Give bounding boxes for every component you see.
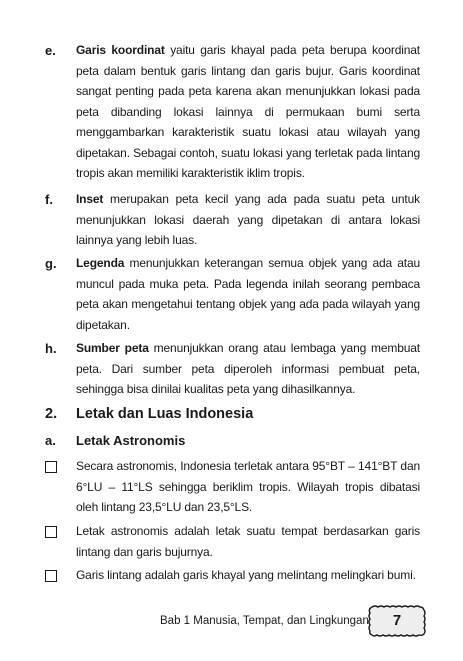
item-text xyxy=(76,40,420,184)
item-text xyxy=(76,253,420,335)
item-text xyxy=(76,189,420,251)
bullet-text: Letak astronomis adalah letak suatu tempat berdasarkan garis lintang dan garis bujurnya. xyxy=(76,524,420,559)
item-term: Legenda xyxy=(76,256,125,270)
definition-item xyxy=(0,40,463,184)
subsection-marker: a. xyxy=(45,433,56,448)
section-heading xyxy=(0,403,463,425)
section-number: 2. xyxy=(45,406,58,422)
item-description: yaitu garis khayal pada peta berupa koordinat peta dalam bentuk garis lintang dan garis bujur. Garis koordinat sangat penting pada peta karena akan menunjukkan lokasi pada peta dibanding lokasi lainnya di permukaan bumi serta menggambarkan karakteristik suatu lokasi atau wilayah yang dipetakan. Sebagai contoh, suatu lokasi yang terletak pada lintang tropis akan memiliki karakteristik iklim tropis. xyxy=(76,43,420,180)
definition-item xyxy=(0,338,463,400)
definition-item xyxy=(0,189,463,251)
checkbox-bullet-icon xyxy=(45,526,57,538)
checkbox-bullet-icon xyxy=(45,570,57,582)
page-number-badge xyxy=(366,604,428,638)
bullet-item xyxy=(0,565,463,586)
bullet-text: Secara astronomis, Indonesia terletak antara 95°BT – 141°BT dan 6°LU – 11°LS sehingga beriklim tropis. Wilayah tropis dibatasi oleh lintang 23,5°LU dan 23,5°LS. xyxy=(76,459,420,514)
item-description: menunjukkan orang atau lembaga yang membuat peta. Dari sumber peta diperoleh informasi pembuat peta, sehingga bisa dinilai kualitas peta yang dihasilkannya. xyxy=(76,341,420,396)
bullet-item xyxy=(0,521,463,562)
item-term: Inset xyxy=(76,192,104,206)
definition-item xyxy=(0,253,463,335)
subsection-title: Letak Astronomis xyxy=(76,433,186,448)
chapter-footer: Bab 1 Manusia, Tempat, dan Lingkungan xyxy=(160,615,369,627)
item-marker: e. xyxy=(45,43,56,58)
checkbox-bullet-icon xyxy=(45,461,57,473)
item-marker: f. xyxy=(45,192,53,207)
item-marker: g. xyxy=(45,256,57,271)
bullet-item xyxy=(0,456,463,518)
item-term: Sumber peta xyxy=(76,341,149,355)
item-marker: h. xyxy=(45,341,57,356)
bullet-text: Garis lintang adalah garis khayal yang melintang melingkari bumi. xyxy=(76,568,416,582)
page-number: 7 xyxy=(392,612,402,629)
item-description: merupakan peta kecil yang ada pada suatu peta untuk menunjukkan lokasi daerah yang dipetakan di antara lokasi lainnya yang lebih luas. xyxy=(76,192,420,247)
item-term: Garis koordinat xyxy=(76,43,165,57)
item-description: menunjukkan keterangan semua objek yang ada atau muncul pada muka peta. Pada legenda inilah seorang pembaca peta akan mengetahui tentang objek yang ada pada wilayah yang dipetakan. xyxy=(76,256,420,332)
subsection-heading xyxy=(0,431,463,451)
section-title: Letak dan Luas Indonesia xyxy=(76,406,254,422)
item-text xyxy=(76,338,420,400)
